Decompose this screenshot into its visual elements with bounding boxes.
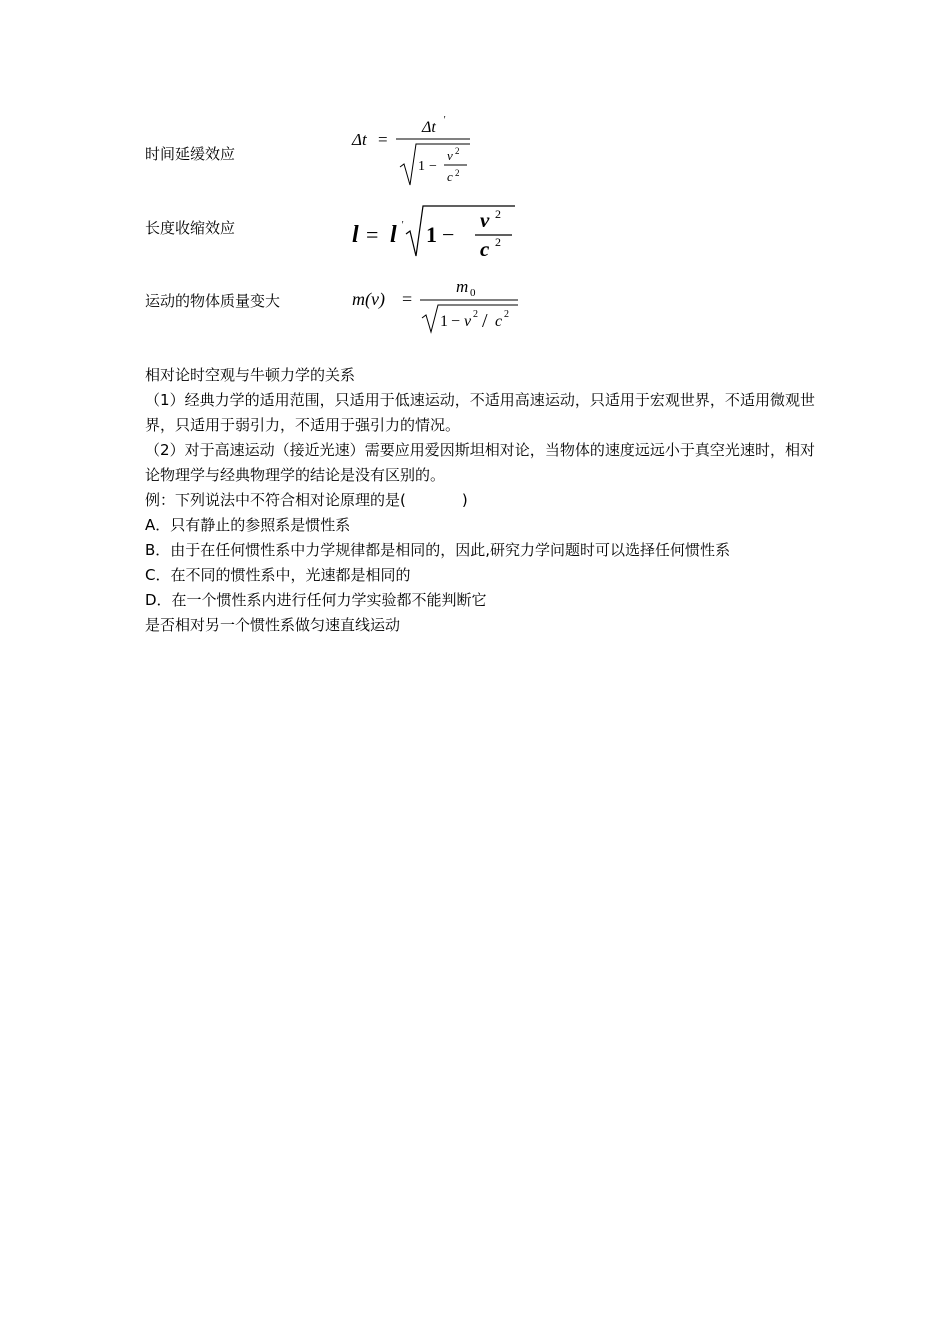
numerator-prime: ' (443, 115, 446, 126)
option-b: B．由于在任何惯性系中力学规律都是相同的，因此,研究力学问题时可以选择任何惯性系 (145, 541, 731, 559)
length-contraction-svg (350, 200, 520, 265)
rhs-l: l (390, 222, 397, 248)
length-contraction-formula (350, 200, 520, 270)
question-stem (145, 488, 815, 513)
radicand-c: c (495, 313, 503, 330)
numerator-subscript: 0 (470, 287, 476, 299)
radicand-minus: − (451, 313, 461, 330)
equals-sign: = (366, 222, 379, 247)
radicand-v: v (447, 148, 453, 163)
option-d: D．在一个惯性系内进行任何力学实验都不能判断它 (145, 591, 487, 609)
radicand-v: v (464, 313, 472, 330)
radicand-v-exp: 2 (495, 207, 501, 221)
formula-label-mass-increase: 运动的物体质量变大 (145, 292, 281, 310)
option-a: A．只有静止的参照系是惯性系 (145, 516, 351, 534)
radicand-c-exp: 2 (504, 309, 509, 320)
question-stem-text: 例：下列说法中不符合相对论原理的是( (145, 491, 406, 509)
radicand-c: c (480, 237, 490, 261)
numerator-m: m (456, 277, 469, 296)
formula-label-time-dilation: 时间延缓效应 (145, 145, 236, 163)
equals-sign: = (378, 130, 388, 149)
mass-increase-formula (350, 272, 530, 339)
time-dilation-svg (350, 115, 480, 190)
radicand-v-exp: 2 (455, 146, 460, 156)
question-stem-close: ) (461, 491, 468, 509)
radicand-v: v (480, 208, 490, 232)
radicand-c-exp: 2 (455, 168, 460, 178)
formula-label-length-contraction: 长度收缩效应 (145, 219, 236, 237)
rhs-l-prime: ' (401, 220, 404, 231)
paragraph-classical-mechanics-scope: （1）经典力学的适用范围，只适用于低速运动，不适用高速运动，只适用于宏观世界，不适用微观世界，只适用于弱引力，不适用于强引力的情况。 (145, 391, 815, 434)
option-d-continuation: 是否相对另一个惯性系做匀速直线运动 (145, 616, 401, 634)
equals-sign: = (402, 289, 413, 309)
time-dilation-formula (350, 115, 480, 195)
radicand-one: 1 (418, 159, 425, 174)
radicand-minus: − (429, 159, 437, 174)
radicand-slash: / (482, 310, 488, 332)
numerator-delta-t: Δt (422, 119, 436, 136)
option-c: C．在不同的惯性系中，光速都是相同的 (145, 566, 411, 584)
lhs-delta-t: Δt (352, 130, 367, 149)
radicand-c: c (447, 169, 453, 184)
radicand-one: 1 (426, 222, 437, 247)
radicand-one: 1 (440, 313, 448, 330)
lhs-m-v: m(v) (352, 289, 385, 309)
lhs-l: l (352, 222, 359, 248)
relativity-section (145, 363, 815, 638)
radicand-minus: − (442, 222, 455, 247)
paragraph-high-speed-motion: （2）对于高速运动（接近光速）需要应用爱因斯坦相对论，当物体的速度远远小于真空光速时，相对论物理学与经典物理学的结论是没有区别的。 (145, 441, 815, 484)
radicand-v-exp: 2 (473, 309, 478, 320)
radicand-c-exp: 2 (495, 235, 501, 249)
section-heading: 相对论时空观与牛顿力学的关系 (145, 366, 356, 384)
mass-increase-svg (350, 272, 530, 334)
